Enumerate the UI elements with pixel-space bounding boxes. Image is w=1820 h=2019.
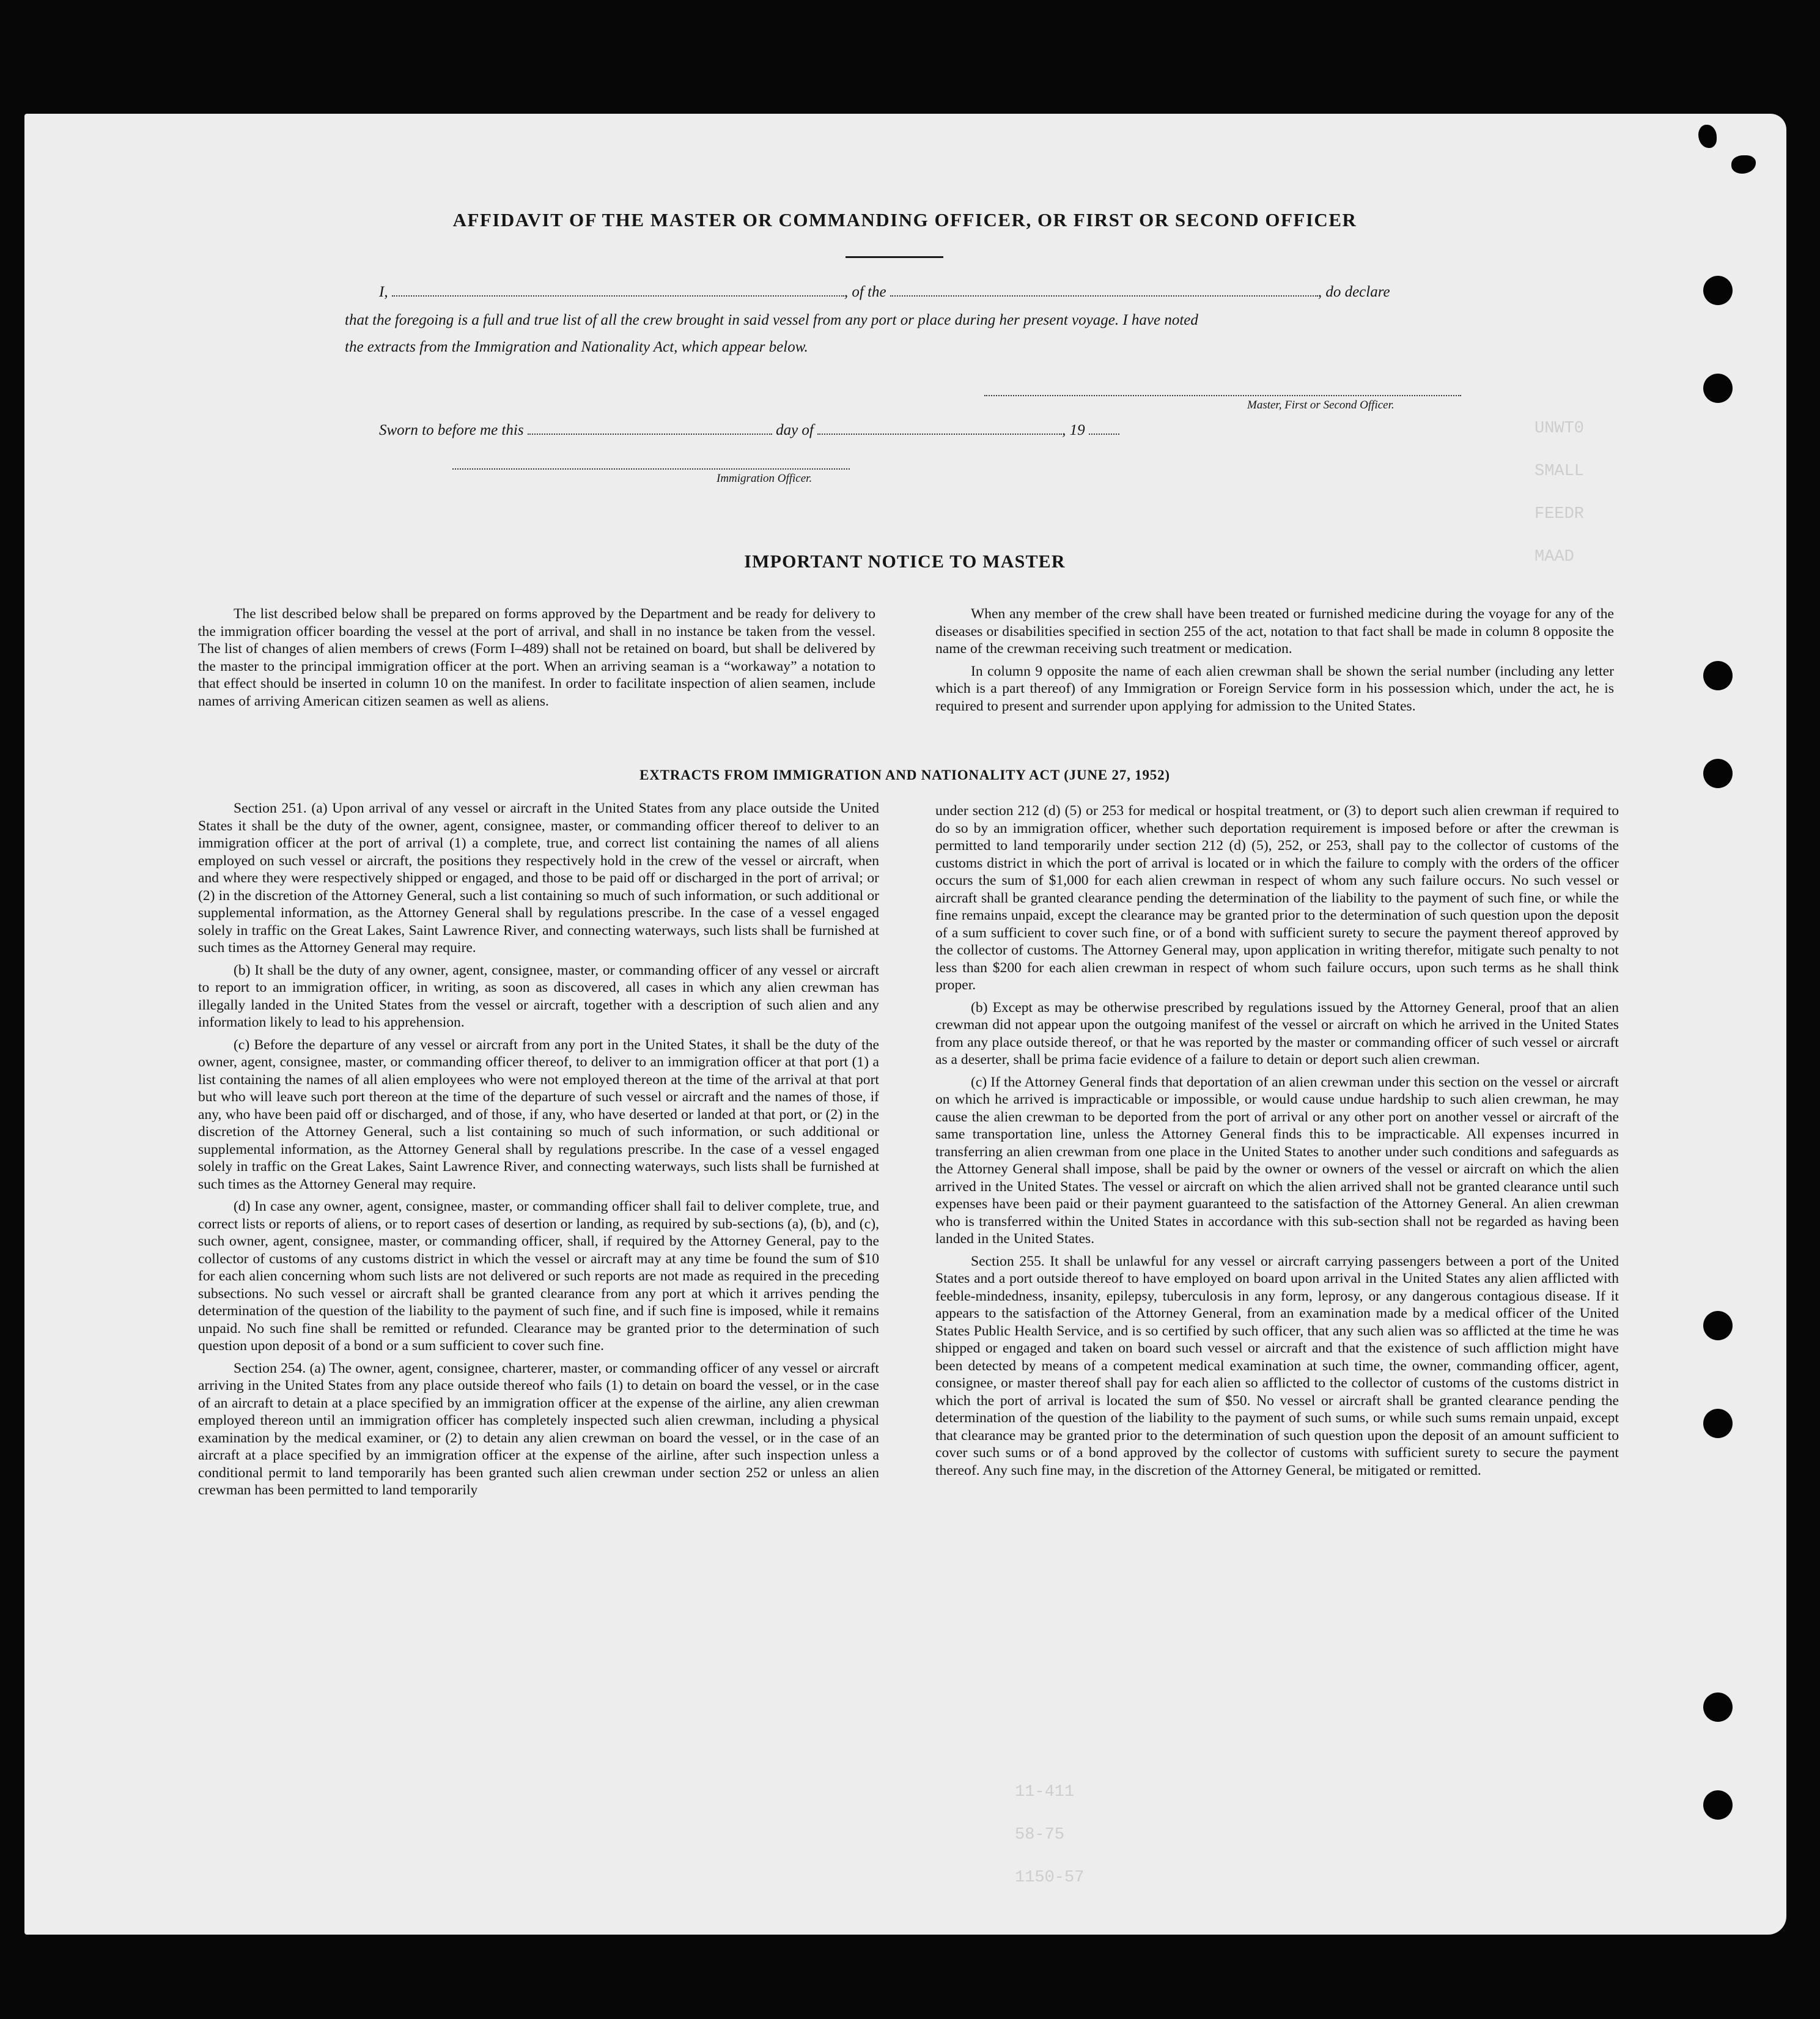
punch-hole [1703, 276, 1733, 305]
notice-left-column [198, 605, 875, 710]
extracts-left-column [198, 800, 879, 1499]
sworn-month-field[interactable] [817, 420, 1062, 435]
punch-hole [1703, 1790, 1733, 1820]
bleed-through-text: SMALL [1534, 462, 1585, 481]
sworn-line [379, 417, 1119, 444]
declaration-line-2: that the foregoing is a full and true list of all the crew brought in said vessel from any port or place during her present voyage. I have noted [345, 312, 1198, 328]
title-divider [846, 256, 943, 258]
notice-paragraph: The list described below shall be prepared on forms approved by the Department and be ready for delivery to the immigration officer boarding the vessel at the port of arrival, and shall in no instance be taken from the vessel. The list of changes of alien members of crews (Form I–489) shall not be retained on board, but shall be delivered by the master to the principal immigration officer at the port. When an arriving seaman is a “workaway” a notation to that effect should be inserted in column 10 on the manifest. In order to facilitate inspection of alien seamen, include names of arriving American citizen seamen as well as aliens. [198, 606, 875, 709]
immigration-officer-caption: Immigration Officer. [717, 472, 812, 485]
bleed-through-text: UNWT0 [1534, 419, 1585, 438]
sworn-day-field[interactable] [528, 420, 772, 435]
notice-paragraph: In column 9 opposite the name of each alien crewman shall be shown the serial number (including any letter which is a part thereof) of any Immigration or Foreign Service form in his possession which, under the act, he is required to present and surrender upon applying for admission to the United States. [935, 663, 1614, 714]
punch-hole [1703, 759, 1733, 788]
section-251-d: (d) In case any owner, agent, consignee, master, or commanding officer shall fail to deliver complete, true, and correct lists or reports of aliens, or to report cases of desertion or landing, as required by sub-sections (a), (b), and (c), such owner, agent, consignee, master, or commanding officer, shall, if required by the Attorney General, pay to the collector of customs of any customs district in which the vessel or aircraft may at any time be found the sum of $10 for each alien concerning whom such lists are not delivered or such reports are not made as required in the preceding subsections. No such vessel or aircraft shall be granted clearance from any port at which it arrives pending the determination of the question of the liability to the payment of such fine, and if such fine is imposed, while it remains unpaid. No such fine shall be remitted or refunded. Clearance may be granted prior to the determination of such question upon deposit of a bond or a sum sufficient to cover such fine. [198, 1198, 879, 1354]
affidavit-title: AFFIDAVIT OF THE MASTER OR COMMANDING OFFICER, OR FIRST OR SECOND OFFICER [452, 209, 1357, 231]
notice-paragraph: When any member of the crew shall have been treated or furnished medicine during the voyage for any of the diseases or disabilities specified in section 255 of the act, notation to that fact shall be made in column 8 opposite the name of the crewman receiving such treatment or medication. [935, 606, 1614, 657]
vessel-name-field[interactable] [890, 282, 1318, 297]
notice-title: IMPORTANT NOTICE TO MASTER [744, 552, 1066, 572]
day-of-label: day of [776, 422, 814, 438]
immigration-officer-signature-line[interactable] [452, 468, 850, 470]
declaration-line-3: the extracts from the Immigration and Nationality Act, which appear below. [345, 339, 808, 355]
punch-hole [1703, 1692, 1733, 1722]
torn-mark [1698, 125, 1717, 148]
sworn-label: Sworn to before me this [379, 422, 524, 438]
year-label: , 19 [1062, 422, 1085, 438]
section-254-a-continued: under section 212 (d) (5) or 253 for medical or hospital treatment, or (3) to deport such alien crewman if required to do so by an immigration officer, whether such deportation requirement is imposed before or after the crewman is permitted to land temporarily under section 212 (d) (5), 252, or 253, shall pay to the collector of customs of the customs district in which the port of arrival is located or in which the failure to comply with the orders of the officer occurs the sum of $1,000 for each alien crewman in respect of whom any such failure occurs. No such vessel or aircraft shall be granted clearance pending the determination of the liability to the payment of such fine, or while the fine remains unpaid, except the clearance may be granted prior to the determination of such question upon the deposit of a sum sufficient to cover such fine, or of a bond with sufficient surety to secure the payment thereof approved by the collector of customs. The Attorney General may, upon application in writing therefor, mitigate such penalty to not less than $200 for each alien crewman in respect of whom such failure occurs, upon such terms as he shall think proper. [935, 803, 1619, 993]
declare-label: , do declare [1317, 284, 1390, 300]
master-signature-caption: Master, First or Second Officer. [1247, 399, 1394, 412]
section-254-c: (c) If the Attorney General finds that deportation of an alien crewman under this section on the vessel or aircraft on which he arrived is impracticable or impossible, or would cause undue hardship to such alien crewman, he may cause the alien crewman to be deported from the port of arrival or any other port on another vessel or aircraft of the same transportation line, unless the Attorney General finds this to be impracticable. All expenses incurred in transferring an alien crewman from one place in the United States to another under such conditions and safeguards as the Attorney General shall impose, shall be paid by the owner or owners of the vessel or aircraft on which the alien arrived in the United States. The vessel or aircraft on which the alien arrived shall not be granted clearance until such expenses have been paid or their payment guaranteed to the satisfaction of the Attorney General. An alien crewman who is transferred within the United States in accordance with this sub-section shall not be regarded as having been landed in the United States. [935, 1074, 1619, 1247]
punch-hole [1703, 374, 1733, 403]
section-254-b: (b) Except as may be otherwise prescribed by regulations issued by the Attorney General, proof that an alien crewman did not appear upon the outgoing manifest of the vessel or aircraft on which he arrived in the United States from any place outside thereof, or that he was reported by the master or commanding officer of such vessel or aircraft as a deserter, shall be prima facie evidence of a failure to detain or deport such alien crewman. [935, 999, 1619, 1068]
vessel-label: , of the [844, 284, 886, 300]
extracts-right-column [935, 802, 1619, 1479]
torn-mark [1731, 155, 1756, 174]
section-251-c: (c) Before the departure of any vessel or aircraft from any port in the United States, it shall be the duty of the owner, agent, consignee, master, or commanding officer thereof, to deliver to an immigration officer at that port (1) a list containing the names of all alien employees who were not employed thereon at the time of the arrival at that port but who will leave such port thereon at the time of the departure of such vessel or aircraft and the names of those, if any, who have been paid off or discharged, and of those, if any, who have deserted or landed at that port, or (2) in the discretion of the Attorney General, such a list containing so much of such information, or such additional or supplemental information, as the Attorney General shall by regulations prescribe. In the case of a vessel engaged solely in traffic on the Great Lakes, Saint Lawrence River, and connecting waterways, such lists shall be furnished at such times as the Attorney General may require. [198, 1036, 879, 1192]
bleed-through-text: 58-75 [1015, 1826, 1065, 1844]
bleed-through-text: FEEDR [1534, 505, 1585, 523]
punch-hole [1703, 1311, 1733, 1340]
section-251-b: (b) It shall be the duty of any owner, agent, consignee, master, or commanding officer of any vessel or aircraft to report to an immigration officer, in writing, as soon as discovered, all cases in which any alien crewman has illegally landed in the United States from the vessel or aircraft, together with a description of such alien and any information likely to lead to his apprehension. [198, 962, 879, 1030]
declaration-line-1 [379, 279, 1390, 306]
extracts-title: EXTRACTS FROM IMMIGRATION AND NATIONALITY ACT (JUNE 27, 1952) [639, 767, 1170, 783]
punch-hole [1703, 661, 1733, 690]
declarant-label: I, [379, 284, 388, 300]
master-signature-line[interactable] [984, 395, 1461, 396]
section-255: Section 255. It shall be unlawful for any vessel or aircraft carrying passengers between a port of the United States and a port outside thereof to have employed on board upon arrival in the United States any alien afflicted with feeble-mindedness, insanity, epilepsy, tuberculosis in any form, leprosy, or any dangerous contagious disease. If it appears to the satisfaction of the Attorney General, from an examination made by a medical officer of the United States Public Health Service, and is so certified by such officer, that any such alien was so afflicted at the time he was shipped or engaged and taken on board such vessel or aircraft and that the existence of such affliction might have been detected by means of a competent medical examination at such time, the owner, commanding officer, agent, consignee, or master thereof shall pay for each alien so afflicted to the collector of customs of the customs district in which the port of arrival is located the sum of $50. No vessel or aircraft shall be granted clearance pending the determination of the question of the liability to the payment of such sums, or while such sums remain unpaid, except that clearance may be granted prior to the determination of such question upon the deposit of an amount sufficient to cover such sums or of a bond approved by the collector of customs with sufficient surety to secure the payment thereof. Any such fine may, in the discretion of the Attorney General, be mitigated or remitted. [935, 1253, 1619, 1478]
punch-hole [1703, 1409, 1733, 1438]
bleed-through-text: 11-411 [1015, 1783, 1075, 1801]
section-254-a: Section 254. (a) The owner, agent, consignee, charterer, master, or commanding officer of any vessel or aircraft arriving in the United States from any place outside thereof who fails (1) to detain on board the vessel, or in the case of an aircraft to detain at a place specified by an immigration officer at the expense of the airline, any alien crewman employed thereon until an immigration officer has completely inspected such alien crewman, including a physical examination by the medical examiner, or (2) to detain any alien crewman on board the vessel, or in the case of an aircraft at a place specified by an immigration officer at the expense of the airline, after such inspection unless a conditional permit to land temporarily has been granted such alien crewman under section 252 or unless an alien crewman has been permitted to land temporarily [198, 1360, 879, 1498]
section-251-a: Section 251. (a) Upon arrival of any vessel or aircraft in the United States from any place outside the United States it shall be the duty of the owner, agent, consignee, master, or commanding officer thereof to deliver to an immigration officer at the port of arrival (1) a complete, true, and correct list containing the names of all aliens employed on such vessel or aircraft, the positions they respectively hold in the crew of the vessel or aircraft, when and where they were respectively shipped or engaged, and those to be paid off or discharged in the port of arrival; or (2) in the discretion of the Attorney General, such a list containing so much of such information, or such additional or supplemental information, as the Attorney General shall by regulations prescribe. In the case of a vessel engaged solely in traffic on the Great Lakes, Saint Lawrence River, and connecting waterways, such lists shall be furnished at such times as the Attorney General may require. [198, 800, 879, 956]
sworn-year-field[interactable] [1089, 420, 1119, 435]
bleed-through-text: 1150-57 [1015, 1869, 1085, 1887]
declarant-name-field[interactable] [392, 282, 844, 297]
bleed-through-text: MAAD [1534, 548, 1574, 566]
notice-right-column [935, 605, 1614, 715]
